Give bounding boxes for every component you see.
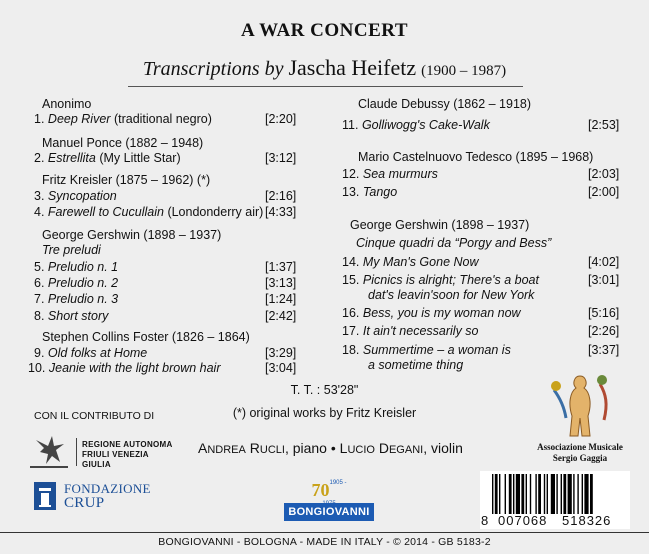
regione-text: REGIONE AUTONOMA FRIULI VENEZIA GIULIA: [82, 440, 173, 469]
track-5: 5. Preludio n. 1: [34, 260, 119, 274]
bongiovanni-logo: [284, 480, 374, 526]
porgy-and-bess: Cinque quadri da “Porgy and Bess”: [356, 236, 552, 250]
track-15-duration: [3:01]: [588, 273, 620, 287]
barcode-bar: [573, 474, 574, 514]
barcode-bar: [561, 474, 562, 514]
track-18-cont: a sometime thing: [368, 358, 464, 372]
track-10-duration: [3:04]: [265, 361, 297, 375]
track-7: 7. Preludio n. 3: [34, 292, 119, 306]
track-4-duration: [4:33]: [265, 205, 297, 219]
track-9: 9. Old folks at Home: [34, 346, 148, 360]
album-subtitle: [0, 55, 649, 81]
track-13: 13. Tango: [342, 185, 398, 199]
associazione-emblem-icon: [534, 370, 626, 438]
composer-debussy: Claude Debussy (1862 – 1918): [358, 97, 532, 111]
subtitle-prefix: Transcriptions by: [142, 58, 284, 80]
track-5-duration: [1:37]: [265, 260, 297, 274]
barcode-bars: [492, 474, 628, 514]
track-15-cont: dat's leavin'soon for New York: [368, 288, 535, 302]
barcode-bar: [513, 474, 514, 514]
eagle-icon: [30, 430, 70, 472]
bongiovanni-anniversary: $70^{1905 -}$: [311, 480, 347, 500]
track-14: 14. My Man's Gone Now: [342, 255, 479, 269]
barcode-bar: [577, 474, 578, 514]
subtitle-years: (1900 – 1987): [421, 63, 507, 79]
composer-anonimo: Anonimo: [42, 97, 92, 111]
original-works-note: (*) original works by Fritz Kreisler: [232, 406, 417, 420]
barcode-bar: [551, 474, 555, 514]
album-title: A WAR CONCERT: [240, 20, 408, 41]
associazione-text: Associazione Musicale Sergio Gaggia: [537, 442, 623, 463]
barcode-bar: [544, 474, 545, 514]
track-15: 15. Picnics is alright; There's a boat: [342, 273, 539, 287]
track-11-duration: [2:53]: [588, 118, 620, 132]
track-8-duration: [2:42]: [265, 309, 297, 323]
barcode: [480, 471, 630, 529]
contributo-label: CON IL CONTRIBUTO DI: [34, 410, 155, 422]
track-18: 18. Summertime – a woman is: [342, 343, 511, 357]
track-11: 11. Golliwogg's Cake-Walk: [342, 118, 490, 132]
performer-2: LUCIO DEGANI, violin: [339, 440, 463, 456]
track-17-duration: [2:26]: [588, 324, 620, 338]
composer-foster: Stephen Collins Foster (1826 – 1864): [42, 330, 250, 344]
composer-gershwin-left: George Gershwin (1898 – 1937): [42, 228, 222, 242]
barcode-bar: [505, 474, 506, 514]
track-9-duration: [3:29]: [265, 346, 297, 360]
total-time: T. T. : 53'28": [290, 383, 359, 397]
barcode-bar: [547, 474, 548, 514]
track-4: 4. Farewell to Cucullain (Londonderry air): [34, 205, 264, 219]
barcode-digit-first: 8: [481, 513, 489, 528]
track-3: 3. Syncopation: [34, 189, 117, 203]
track-16: 16. Bess, you is my woman now: [342, 306, 521, 320]
footer-rule: [0, 532, 649, 533]
barcode-bar: [521, 474, 524, 514]
track-8: 8. Short story: [34, 309, 109, 323]
track-7-duration: [1:24]: [265, 292, 297, 306]
track-6-duration: [3:13]: [265, 276, 297, 290]
track-2: 2. Estrellita (My Little Star): [34, 151, 181, 165]
barcode-bar: [556, 474, 557, 514]
barcode-bar: [492, 474, 493, 514]
barcode-bar: [509, 474, 512, 514]
fondazione-text: FONDAZIONE CRUP: [64, 481, 151, 511]
track-14-duration: [4:02]: [588, 255, 620, 269]
footer-text: BONGIOVANNI - BOLOGNA - MADE IN ITALY - © 2014 - GB 5183-2: [158, 536, 491, 548]
barcode-bar: [526, 474, 527, 514]
barcode-bar: [563, 474, 566, 514]
performer-1: ANDREA RUCLI, piano •: [198, 440, 336, 456]
composer-gershwin-right: George Gershwin (1898 – 1937): [350, 218, 530, 232]
track-3-duration: [2:16]: [265, 189, 297, 203]
fondazione-crup-logo: [34, 480, 164, 520]
barcode-bar: [582, 474, 583, 514]
barcode-bar: [590, 474, 593, 514]
track-12: 12. Sea murmurs: [342, 167, 438, 181]
subtitle-name: Jascha Heifetz: [288, 55, 417, 80]
barcode-digits-group1: 007068: [498, 513, 548, 528]
track-16-duration: [5:16]: [588, 306, 620, 320]
performers: [198, 440, 463, 456]
track-6: 6. Preludio n. 2: [34, 276, 119, 290]
track-1: 1. Deep River (traditional negro): [34, 112, 212, 126]
barcode-bar: [535, 474, 536, 514]
regione-divider: [76, 438, 77, 466]
barcode-bar: [538, 474, 541, 514]
composer-ponce: Manuel Ponce (1882 – 1948): [42, 136, 204, 150]
composer-kreisler: Fritz Kreisler (1875 – 1962) (*): [42, 173, 211, 187]
track-1-duration: [2:20]: [265, 112, 297, 126]
track-10: 10. Jeanie with the light brown hair: [28, 361, 221, 375]
composer-castelnuovo: Mario Castelnuovo Tedesco (1895 – 1968): [358, 150, 594, 164]
barcode-bar: [495, 474, 498, 514]
track-17: 17. It ain't necessarily so: [342, 324, 479, 338]
barcode-bar: [499, 474, 500, 514]
associazione-logo: [534, 370, 626, 470]
track-18-duration: [3:37]: [588, 343, 620, 357]
fondazione-crest-icon: [34, 482, 56, 510]
header-rule: [128, 86, 523, 87]
barcode-bar: [568, 474, 572, 514]
barcode-bar: [530, 474, 531, 514]
track-13-duration: [2:00]: [588, 185, 620, 199]
barcode-bar: [584, 474, 588, 514]
bongiovanni-wordmark: BONGIOVANNI: [284, 503, 374, 521]
track-2-duration: [3:12]: [265, 151, 297, 165]
barcode-digits-group2: 518326: [562, 513, 612, 528]
barcode-bar: [516, 474, 520, 514]
regione-logo: [30, 430, 175, 472]
track-12-duration: [2:03]: [588, 167, 620, 181]
tre-preludi: Tre preludi: [42, 243, 101, 257]
